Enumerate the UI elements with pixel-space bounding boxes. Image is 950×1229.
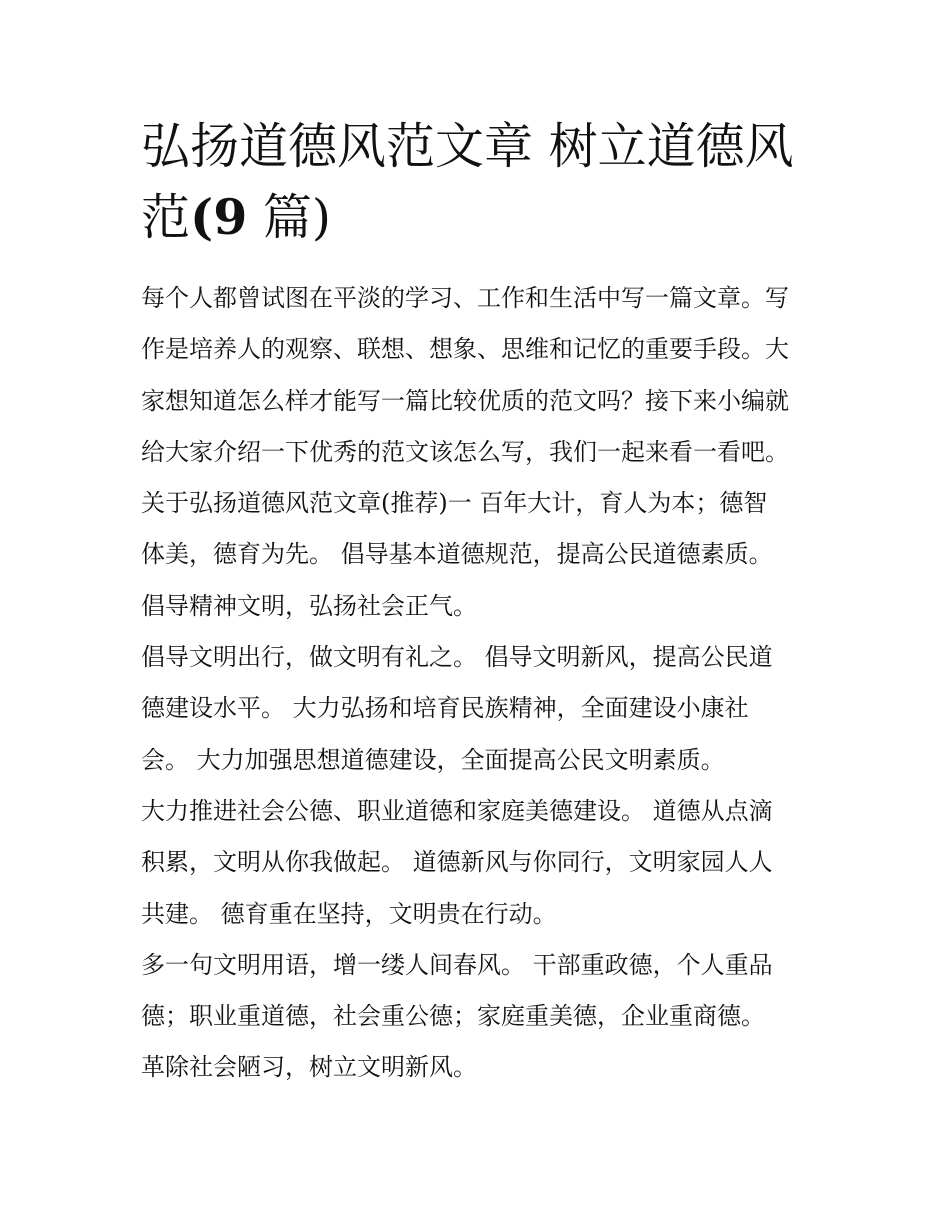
- body-line: 作是培养人的观察、联想、想象、思维和记忆的重要手段。大: [141, 335, 789, 364]
- body-line: 会。 大力加强思想道德建设，全面提高公民文明素质。: [141, 745, 725, 774]
- title-count: (9: [190, 188, 248, 246]
- body-line: 体美，德育为先。 倡导基本道德规范，提高公民道德素质。: [141, 540, 773, 569]
- body-line: 共建。 德育重在坚持，文明贵在行动。: [141, 899, 557, 928]
- body-line: 家想知道怎么样才能写一篇比较优质的范文吗？接下来小编就: [141, 386, 789, 415]
- title-line-1: 弘扬道德风范文章 树立道德风: [141, 118, 794, 175]
- title-line-2-end: 篇): [247, 189, 331, 246]
- body-line: 关于弘扬道德风范文章(推荐)一 百年大计，育人为本；德智: [141, 489, 768, 518]
- body-line: 多一句文明用语，增一缕人间春风。 干部重政德，个人重品: [141, 950, 773, 979]
- body-line: 倡导精神文明，弘扬社会正气。: [141, 591, 477, 620]
- body-line: 每个人都曾试图在平淡的学习、工作和生活中写一篇文章。写: [141, 284, 789, 312]
- body-line: 积累，文明从你我做起。 道德新风与你同行，文明家园人人: [141, 848, 773, 877]
- body-line: 倡导文明出行，做文明有礼之。 倡导文明新风，提高公民道: [141, 643, 773, 672]
- body-line: 给大家介绍一下优秀的范文该怎么写，我们一起来看一看吧。: [141, 437, 789, 466]
- body-line: 德建设水平。 大力弘扬和培育民族精神，全面建设小康社: [141, 694, 749, 723]
- document-page: [141, 112, 821, 1094]
- body-line: 大力推进社会公德、职业道德和家庭美德建设。 道德从点滴: [141, 796, 773, 825]
- body-line: 革除社会陋习，树立文明新风。: [141, 1053, 477, 1082]
- document-body: [141, 273, 821, 1094]
- document-title: [141, 112, 821, 253]
- body-line: 德；职业重道德，社会重公德；家庭重美德，企业重商德。: [141, 1002, 765, 1031]
- title-line-2-start: 范: [141, 189, 191, 246]
